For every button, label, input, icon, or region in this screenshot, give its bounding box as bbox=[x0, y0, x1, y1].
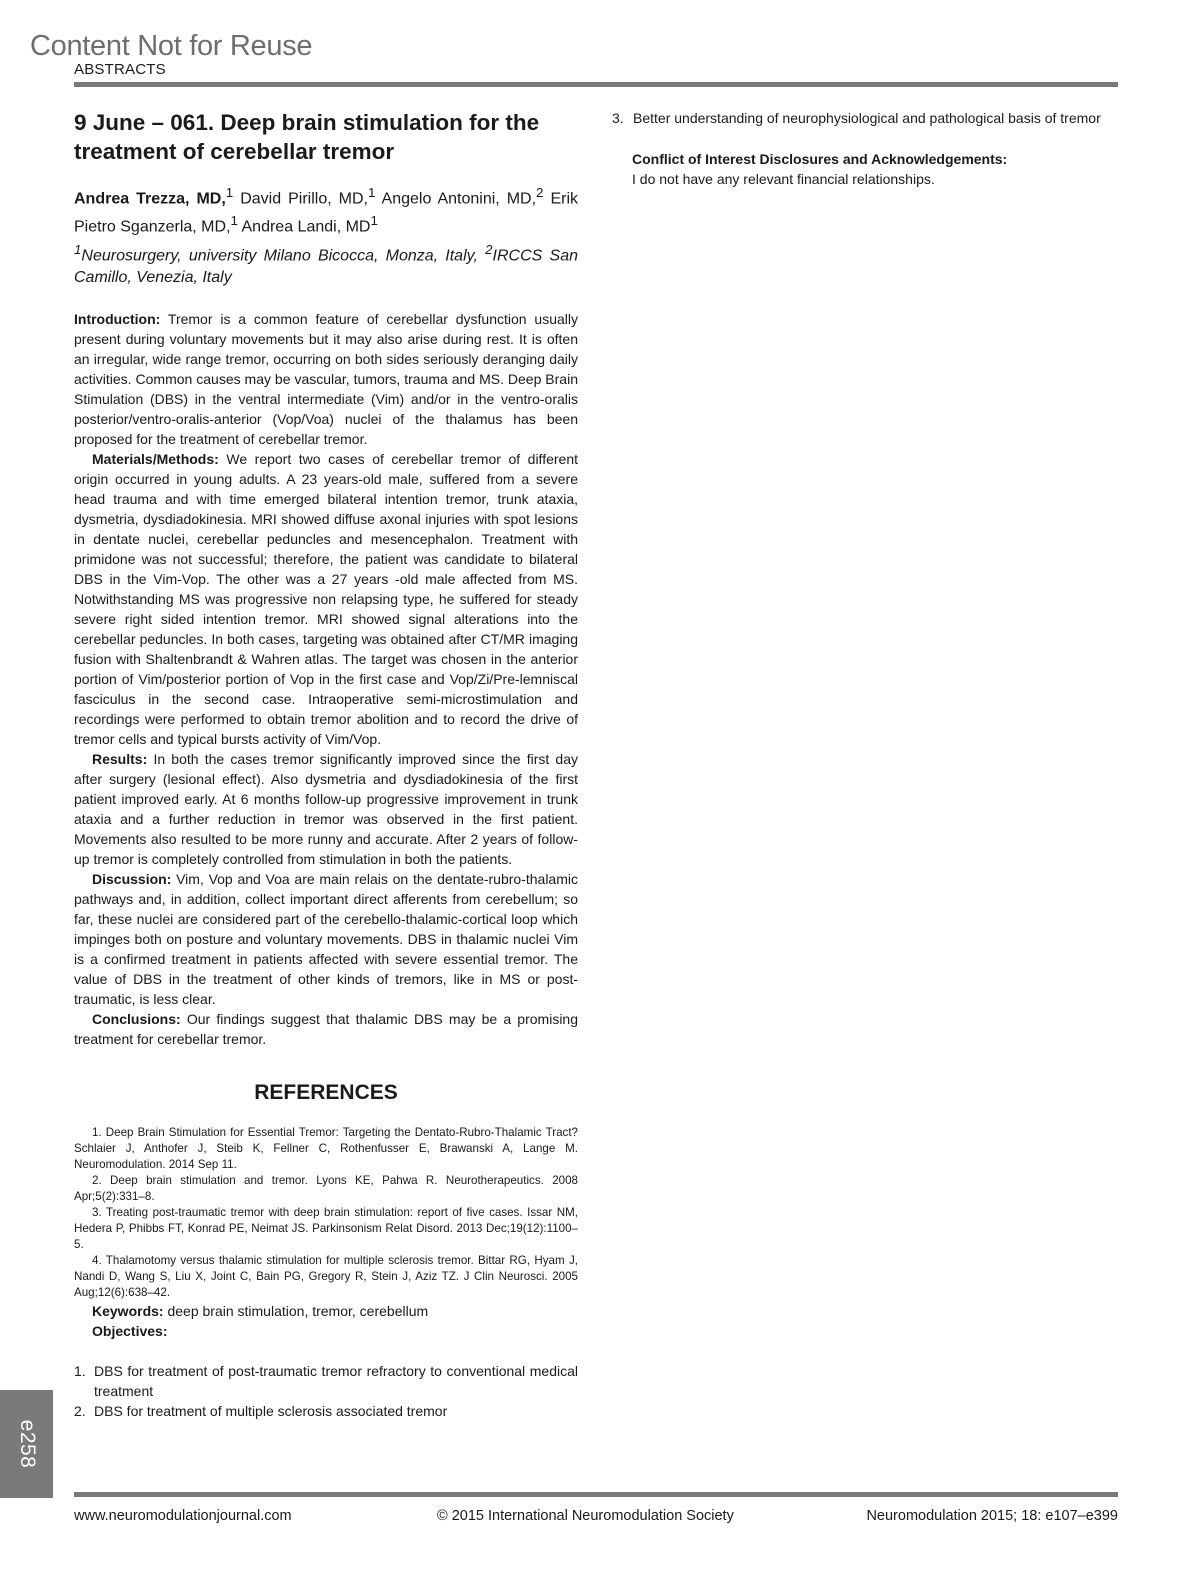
page-number-tab bbox=[0, 1390, 53, 1498]
author-sup: 1 bbox=[370, 213, 378, 229]
watermark: Content Not for Reuse bbox=[30, 30, 313, 62]
reference-list bbox=[74, 1125, 578, 1301]
right-column bbox=[612, 108, 1118, 189]
abstract-introduction bbox=[74, 309, 578, 449]
author-sup: 1 bbox=[230, 213, 238, 229]
author-name: Erik Pietro Sganzerla, MD, bbox=[74, 190, 579, 236]
list-text: Better understanding of neurophysiological and pathological basis of tremor bbox=[633, 110, 1101, 126]
list-number: 3. bbox=[612, 110, 624, 126]
objectives-label: Objectives: bbox=[92, 1322, 168, 1339]
list-item bbox=[74, 1401, 578, 1421]
list-item bbox=[74, 1361, 578, 1401]
author-sup: 1 bbox=[368, 185, 376, 200]
paragraph-text: Our findings suggest that thalamic DBS may be a promising treatment for cerebellar tremor. bbox=[74, 1010, 579, 1047]
section-heading: Results: bbox=[92, 750, 148, 767]
coi-title: Conflict of Interest Disclosures and Acknowledgements: bbox=[632, 151, 1008, 167]
objectives-heading bbox=[74, 1321, 578, 1341]
references-heading: REFERENCES bbox=[254, 1080, 398, 1104]
footer-citation: Neuromodulation 2015; 18: e107–e399 bbox=[866, 1508, 1118, 1524]
author-list bbox=[74, 182, 578, 239]
article-title: 9 June – 061. Deep brain stimulation for the treatment of cerebellar tremor bbox=[74, 110, 540, 164]
affiliations bbox=[74, 239, 578, 289]
paragraph-text: In both the cases tremor significantly improved since the first day after surgery (lesional effect). Also dysmetria and dysdiadokinesia of the first patient improved early. At 6 months follow-up progressive improvement in trunk ataxia and a further reduction in tremor was observed in the first patient. Movements also resulted to be more runny and accurate. After 2 years of follow-up tremor is completely controlled from stimulation in both the patients. bbox=[74, 750, 579, 867]
abstract-methods bbox=[74, 449, 578, 749]
affil-sup: 1 bbox=[74, 241, 82, 257]
section-heading: Discussion: bbox=[92, 870, 172, 887]
objectives-list-continued bbox=[612, 108, 1118, 129]
author-name: David Pirillo, MD, bbox=[240, 190, 368, 208]
keywords-text: deep brain stimulation, tremor, cerebellum bbox=[167, 1302, 429, 1319]
author-sup: 2 bbox=[536, 185, 544, 200]
abstract-conclusions bbox=[74, 1009, 578, 1049]
coi-text: I do not have any relevant financial relationships. bbox=[632, 171, 935, 187]
list-item bbox=[612, 108, 1118, 129]
list-number: 2. bbox=[74, 1402, 86, 1419]
header-rule bbox=[74, 82, 1118, 87]
footer-website[interactable]: www.neuromodulationjournal.com bbox=[74, 1508, 292, 1524]
author-sup: 1 bbox=[225, 185, 234, 200]
left-column bbox=[74, 108, 578, 1421]
conflict-of-interest bbox=[632, 149, 1118, 189]
keywords-label: Keywords: bbox=[92, 1302, 164, 1319]
abstract-results bbox=[74, 749, 578, 869]
list-text: DBS for treatment of post-traumatic tremor refractory to conventional medical treatment bbox=[94, 1362, 578, 1399]
list-number: 1. bbox=[74, 1362, 86, 1379]
page-number: e258 bbox=[15, 1419, 39, 1469]
keywords bbox=[74, 1301, 578, 1321]
footer-rule bbox=[74, 1492, 1118, 1497]
reference-item: 2. Deep brain stimulation and tremor. Lyons KE, Pahwa R. Neurotherapeutics. 2008 Apr;5(2):331–8. bbox=[74, 1173, 578, 1203]
reference-item: 4. Thalamotomy versus thalamic stimulation for multiple sclerosis tremor. Bittar RG, Hyam J, Nandi D, Wang S, Liu X, Joint C, Bain PG, Gregory R, Stein J, Aziz TZ. J Clin Neurosci. 2005 Aug;12(6):638–42. bbox=[74, 1253, 578, 1299]
affil-sup: 2 bbox=[485, 241, 493, 257]
section-heading: Conclusions: bbox=[92, 1010, 181, 1027]
abstract-discussion bbox=[74, 869, 578, 1009]
author-name: Angelo Antonini, MD, bbox=[381, 190, 537, 208]
reference-item: 1. Deep Brain Stimulation for Essential Tremor: Targeting the Dentato-Rubro-Thalamic Tract? Schlaier J, Anthofer J, Steib K, Fellner C, Rothenfusser E, Brawanski A, Lange M. Neuromodulation. 2014 Sep 11. bbox=[74, 1125, 578, 1171]
author-name: Andrea Trezza, MD, bbox=[74, 190, 226, 208]
objectives-list bbox=[74, 1361, 578, 1421]
affiliation-text: Neurosurgery, university Milano Bicocca, Monza, Italy, bbox=[81, 246, 478, 264]
paragraph-text: Vim, Vop and Voa are main relais on the dentate-rubro-thalamic pathways and, in addition, collect important direct afferents from cerebellum; so far, these nuclei are considered part of the cerebello-thalamic-cortical loop which impinges both on posture and voluntary movements. DBS in thalamic nuclei Vim is a confirmed treatment in patients affected with severe essential tremor. The value of DBS in the treatment of other kinds of tremors, like in MS or post-traumatic, is less clear. bbox=[74, 870, 578, 1007]
section-label: ABSTRACTS bbox=[74, 61, 166, 78]
author-name: Andrea Landi, MD bbox=[241, 218, 371, 236]
abstract bbox=[74, 309, 578, 1049]
list-text: DBS for treatment of multiple sclerosis associated tremor bbox=[94, 1402, 448, 1419]
footer-copyright: © 2015 International Neuromodulation Society bbox=[437, 1508, 734, 1524]
paragraph-text: Tremor is a common feature of cerebellar dysfunction usually present during voluntary movements but it may also arise during rest. It is often an irregular, wide range tremor, occurring on both sides seriously deranging daily activities. Common causes may be vascular, tumors, trauma and MS. Deep Brain Stimulation (DBS) in the ventral intermediate (Vim) and/or in the ventro-oralis posterior/ventro-oralis-anterior (Vop/Voa) nuclei of the thalamus has been proposed for the treatment of cerebellar tremor. bbox=[74, 310, 578, 447]
paragraph-text: We report two cases of cerebellar tremor of different origin occurred in young adults. A 23 years-old male, suffered from a severe head trauma and with time emerged bilateral intention tremor, trunk ataxia, dysmetria, dysdiadokinesia. MRI showed diffuse axonal injuries with spot lesions in dentate nuclei, cerebellar peduncles and mesencephalon. Treatment with primidone was not successful; therefore, the patient was candidate to bilateral DBS in the Vim-Vop. The other was a 27 years -old male affected from MS. Notwithstanding MS was progressive non relapsing type, he suffered for steady severe right sided intention tremor. MRI showed signal alterations into the cerebellar peduncles. In both cases, targeting was obtained after CT/MR imaging fusion with Shaltenbrandt & Wahren atlas. The target was chosen in the anterior portion of Vim/posterior portion of Vop in the first case and Vop/Zi/Pre-lemniscal fasciculus in the second case. Intraoperative semi-microstimulation and recordings were performed to obtain tremor abolition and to record the drive of tremor cells and typical bursts activity of Vim/Vop. bbox=[74, 450, 578, 747]
reference-item: 3. Treating post-traumatic tremor with deep brain stimulation: report of five cases. Issar NM, Hedera P, Phibbs FT, Konrad PE, Neimat JS. Parkinsonism Relat Disord. 2013 Dec;19(12):1100–5. bbox=[74, 1205, 578, 1251]
section-heading: Introduction: bbox=[74, 310, 161, 327]
affiliation-text: IRCCS San Camillo, Venezia, Italy bbox=[74, 246, 579, 286]
section-heading: Materials/Methods: bbox=[92, 450, 219, 467]
